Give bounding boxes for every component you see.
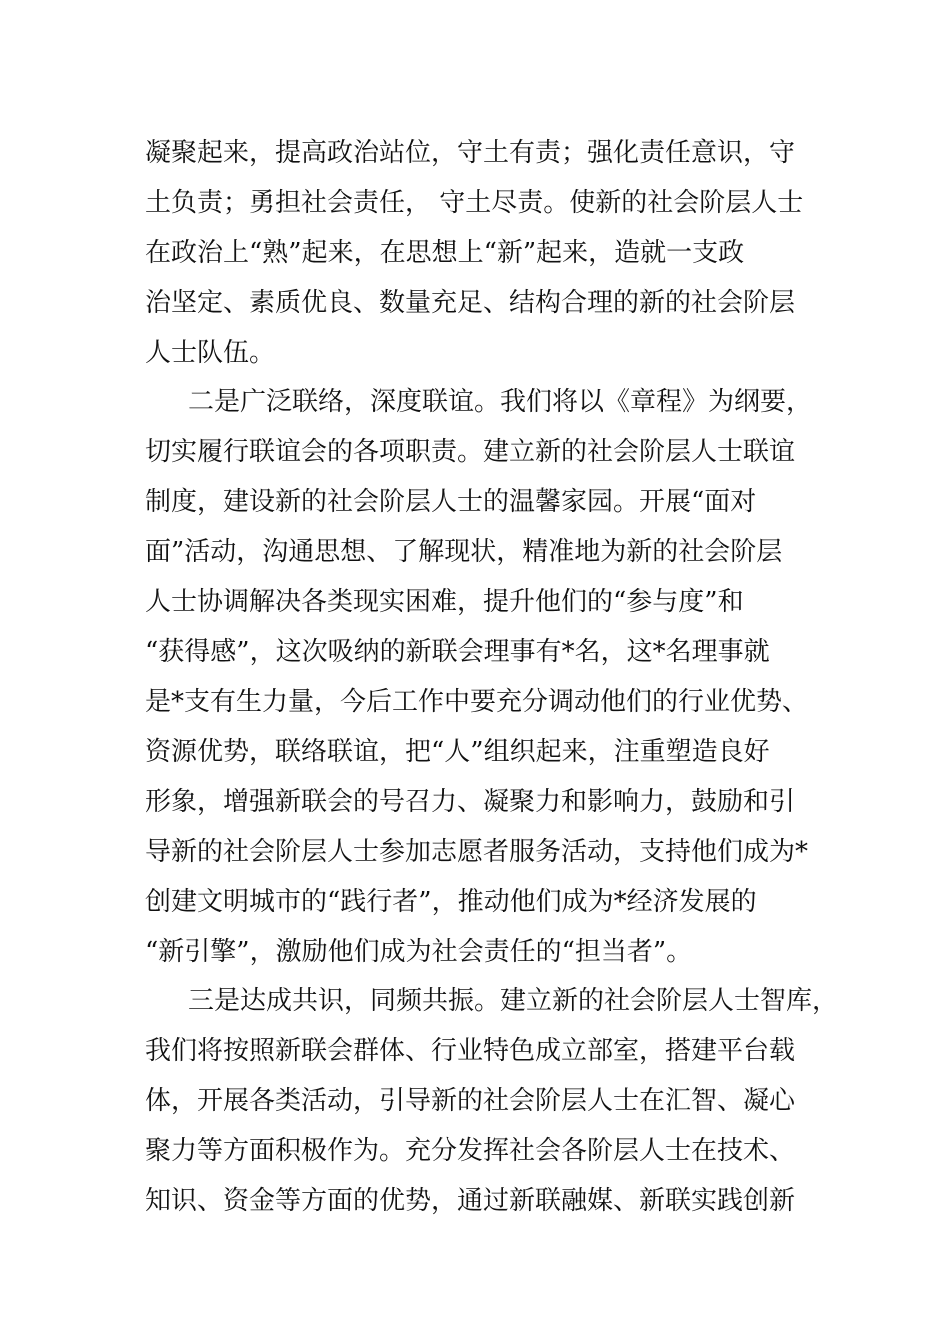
text-line: 面”活动，沟通思想、了解现状，精准地为新的社会阶层 — [145, 537, 783, 567]
text-line: 凝聚起来，提高政治站位，守土有责；强化责任意识，守 — [145, 138, 796, 168]
text-line: 切实履行联谊会的各项职责。建立新的社会阶层人士联谊 — [145, 437, 796, 467]
text-line: 知识、资金等方面的优势，通过新联融媒、新联实践创新 — [145, 1186, 796, 1216]
text-line: 体，开展各类活动，引导新的社会阶层人士在汇智、凝心 — [145, 1086, 796, 1116]
text-line: 资源优势，联络联谊，把“人”组织起来，注重塑造良好 — [145, 737, 770, 767]
paragraph-start-line: 二是广泛联络，深度联谊。我们将以《章程》为纲要， — [188, 387, 813, 417]
paragraph-start-line: 三是达成共识，同频共振。建立新的社会阶层人士智库， — [188, 986, 839, 1016]
text-line: 治坚定、素质优良、数量充足、结构合理的新的社会阶层 — [145, 288, 796, 318]
text-line: 制度，建设新的社会阶层人士的温馨家园。开展“面对 — [145, 487, 757, 517]
text-line: 形象，增强新联会的号召力、凝聚力和影响力，鼓励和引 — [145, 787, 796, 817]
text-line: 在政治上“熟”起来，在思想上“新”起来，造就一支政 — [145, 238, 745, 268]
text-line: 聚力等方面积极作为。充分发挥社会各阶层人士在技术、 — [145, 1136, 796, 1166]
text-line: 土负责；勇担社会责任， 守土尽责。使新的社会阶层人士 — [145, 188, 804, 218]
text-line: “新引擎”，激励他们成为社会责任的“担当者”。 — [145, 937, 693, 967]
text-line: 人士协调解决各类现实困难，提升他们的“参与度”和 — [145, 587, 744, 617]
text-line: 导新的社会阶层人士参加志愿者服务活动，支持他们成为* — [145, 837, 809, 867]
text-line: 是*支有生力量，今后工作中要充分调动他们的行业优势、 — [145, 687, 809, 717]
text-line: “获得感”，这次吸纳的新联会理事有*名，这*名理事就 — [145, 637, 770, 667]
text-line: 我们将按照新联会群体、行业特色成立部室，搭建平台载 — [145, 1036, 796, 1066]
text-line: 人士队伍。 — [145, 338, 276, 368]
text-line: 创建文明城市的“践行者”，推动他们成为*经济发展的 — [145, 887, 757, 917]
